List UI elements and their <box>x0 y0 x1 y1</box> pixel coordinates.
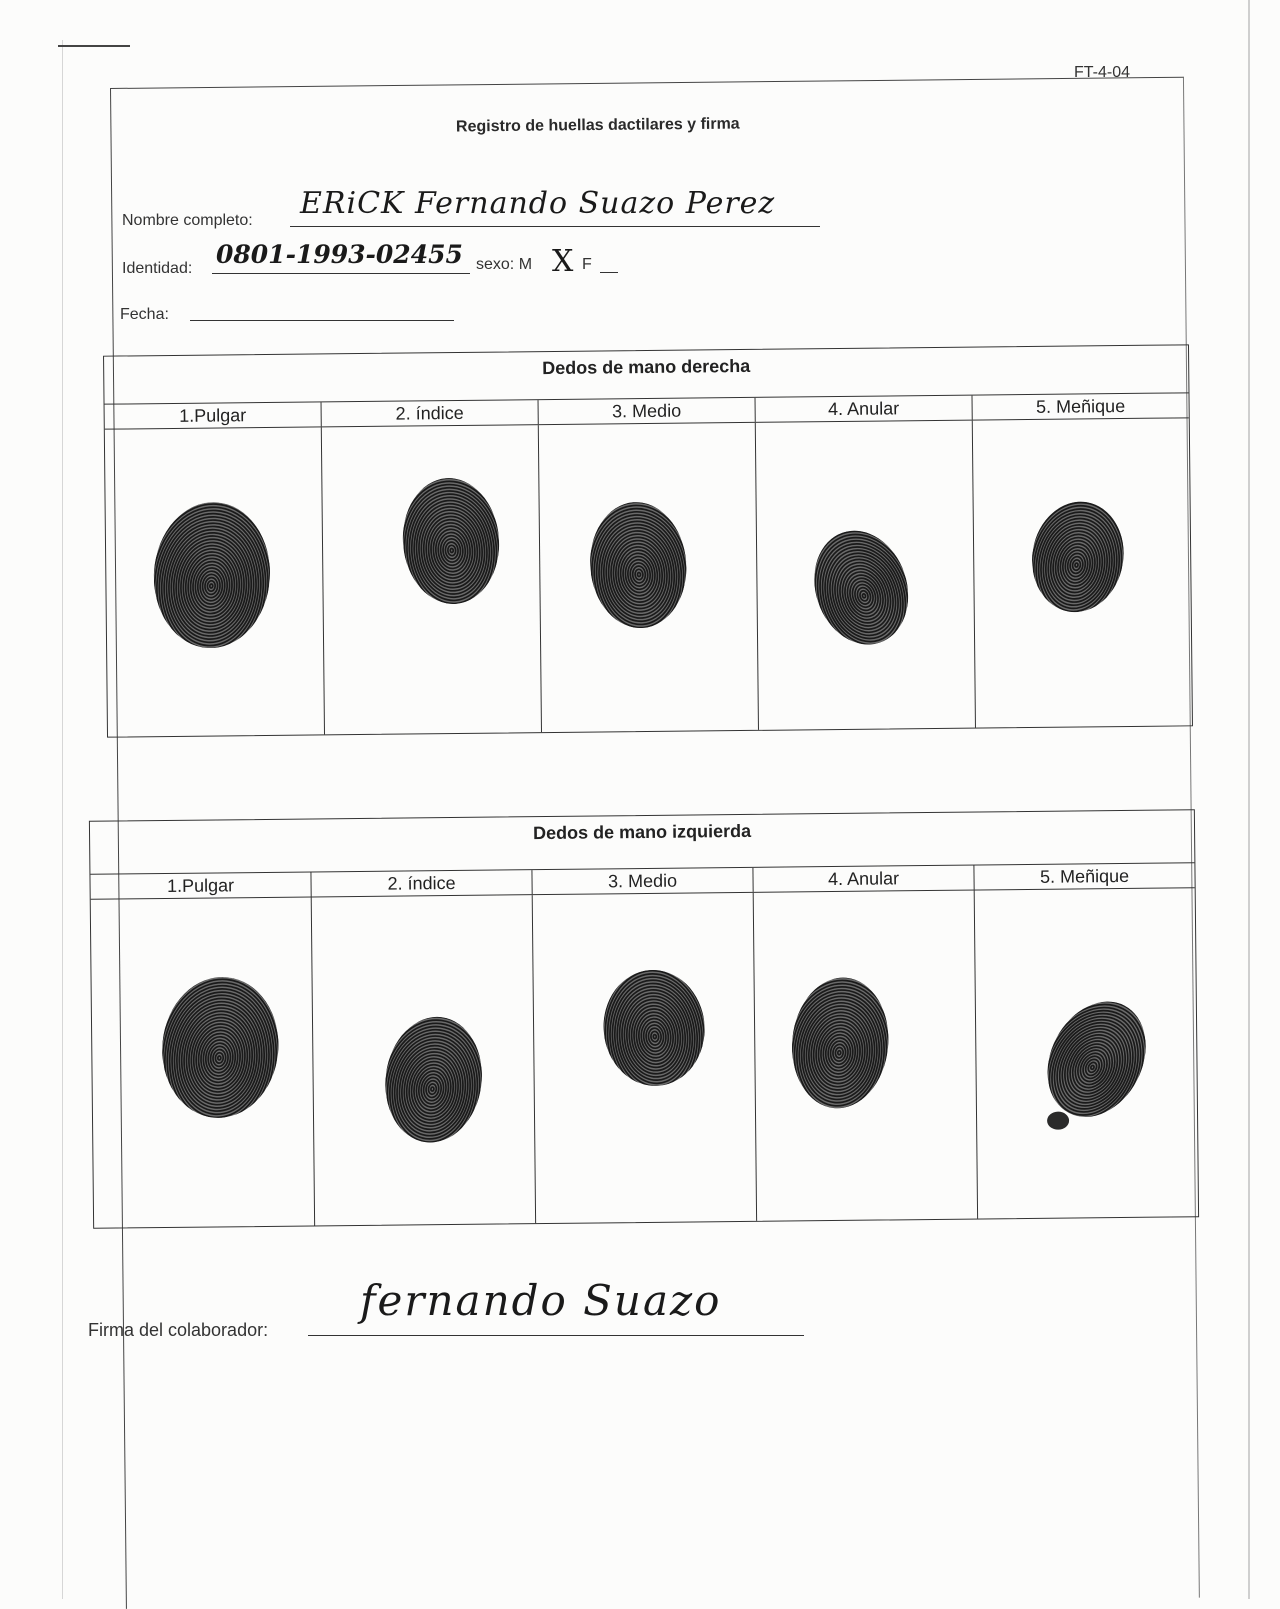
fingerprint-image <box>597 964 711 1092</box>
fecha-label: Fecha: <box>120 306 169 323</box>
print-cell <box>539 423 759 732</box>
right-finger-label: 1.Pulgar <box>105 402 322 428</box>
print-cell <box>975 888 1198 1218</box>
left-hand-print-row <box>91 888 1198 1228</box>
print-cell <box>312 895 536 1225</box>
print-cell <box>754 891 978 1221</box>
nombre-label: Nombre completo: <box>122 212 253 229</box>
page-edge <box>1248 0 1250 1599</box>
left-hand-title: Dedos de mano izquierda <box>532 820 752 844</box>
left-finger-label: 4. Anular <box>753 866 974 892</box>
ink-smudge <box>1045 1110 1071 1132</box>
scan-mark <box>58 45 130 47</box>
print-cell <box>756 421 976 730</box>
page-edge <box>62 40 63 1599</box>
form-title: Registro de huellas dactilares y firma <box>455 115 740 136</box>
right-finger-label: 5. Meñique <box>1035 395 1126 417</box>
left-hand-table <box>89 809 1199 1229</box>
right-hand-print-row <box>105 418 1192 736</box>
identidad-label: Identidad: <box>122 260 193 277</box>
right-hand-title: Dedos de mano derecha <box>542 355 751 379</box>
left-finger-label: 5. Meñique <box>1039 865 1130 887</box>
identidad-value: 0801-1993-02455 <box>216 240 463 269</box>
sexo-mark: X <box>552 244 574 279</box>
nombre-line <box>290 226 820 227</box>
fingerprint-image <box>784 971 896 1115</box>
left-finger-label: 1.Pulgar <box>90 872 311 898</box>
right-finger-label: 2. índice <box>322 400 539 426</box>
signature-line <box>308 1335 804 1336</box>
identidad-line <box>212 273 470 274</box>
left-finger-label: 2. índice <box>311 870 532 896</box>
right-finger-label: 4. Anular <box>756 396 973 422</box>
sexo-f-line <box>600 272 618 273</box>
signature-label: Firma del colaborador: <box>88 1320 269 1340</box>
print-cell <box>105 427 325 736</box>
print-cell <box>533 893 757 1223</box>
signature-value: fernando Suazo <box>360 1276 722 1325</box>
fingerprint-image <box>148 496 277 653</box>
sexo-f-label: F <box>582 256 592 273</box>
fingerprint-image <box>396 472 506 610</box>
fingerprint-image <box>797 515 925 659</box>
print-cell <box>973 418 1192 727</box>
form-code: FT-4-04 <box>1074 64 1131 81</box>
print-cell <box>91 897 315 1227</box>
sexo-label: sexo: M <box>476 256 533 273</box>
fecha-line <box>190 320 454 321</box>
right-finger-label: 3. Medio <box>539 398 756 424</box>
print-cell <box>322 425 542 734</box>
fingerprint-image <box>376 1009 492 1151</box>
fingerprint-image <box>154 970 287 1126</box>
nombre-value: ERiCK Fernando Suazo Perez <box>300 186 776 221</box>
fingerprint-image <box>583 496 693 634</box>
fingerprint-image <box>1021 491 1134 620</box>
right-hand-table <box>103 344 1193 737</box>
left-finger-label: 3. Medio <box>532 868 753 894</box>
